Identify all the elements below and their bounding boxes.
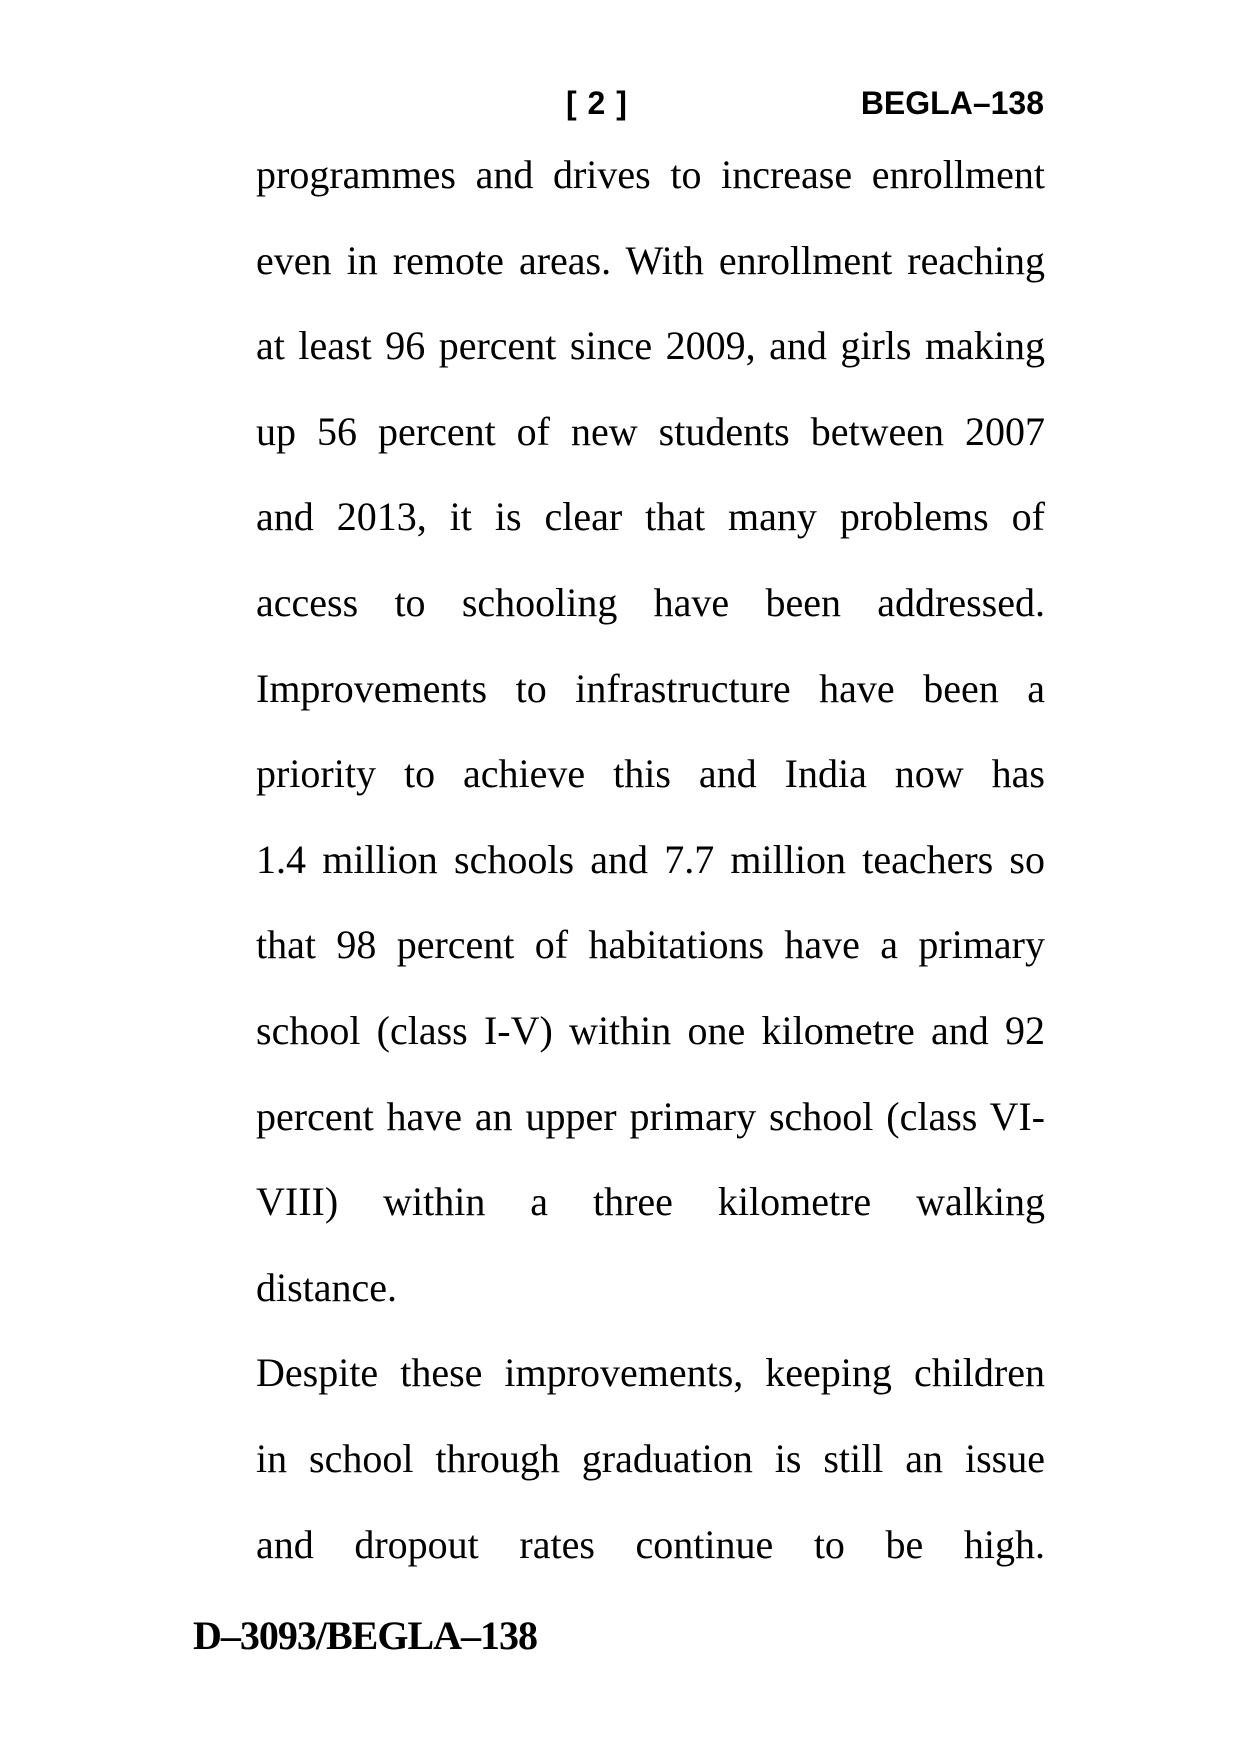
text-line: programmes and drives to increase enrollment <box>256 152 1045 197</box>
text-line: Improvements to infrastructure have been a <box>256 665 1045 711</box>
text-line: VIII) within a three kilometre walking <box>256 1179 1045 1225</box>
text-line: in school through graduation is still an issue <box>256 1435 1045 1481</box>
text-line: access to schooling have been addressed. <box>256 579 1045 625</box>
text-line: school (class I-V) within one kilometre and 92 <box>256 1007 1045 1053</box>
text-line: up 56 percent of new students between 2007 <box>256 408 1045 454</box>
text-line: and 2013, it is clear that many problems of <box>256 494 1045 540</box>
text-line: percent have an upper primary school (class VI- <box>256 1093 1045 1139</box>
text-line: even in remote areas. With enrollment reaching <box>256 237 1045 283</box>
page-footer <box>193 1613 538 1658</box>
page-number: [ 2 ] <box>566 85 628 121</box>
text-line: Despite these improvements, keeping children <box>256 1350 1045 1396</box>
text-line: distance. <box>256 1264 398 1310</box>
text-line: priority to achieve this and India now has <box>256 751 1045 797</box>
text-line: and dropout rates continue to be high. <box>256 1521 1045 1567</box>
text-line: at least 96 percent since 2009, and girls making <box>256 323 1045 369</box>
paper-code: D–3093/BEGLA–138 <box>193 1613 538 1658</box>
page-header <box>0 87 1241 127</box>
course-code: BEGLA–138 <box>860 85 1044 121</box>
text-line: that 98 percent of habitations have a primary <box>256 922 1045 968</box>
text-line: 1.4 million schools and 7.7 million teachers so <box>256 836 1045 882</box>
body-text <box>256 132 1045 1587</box>
